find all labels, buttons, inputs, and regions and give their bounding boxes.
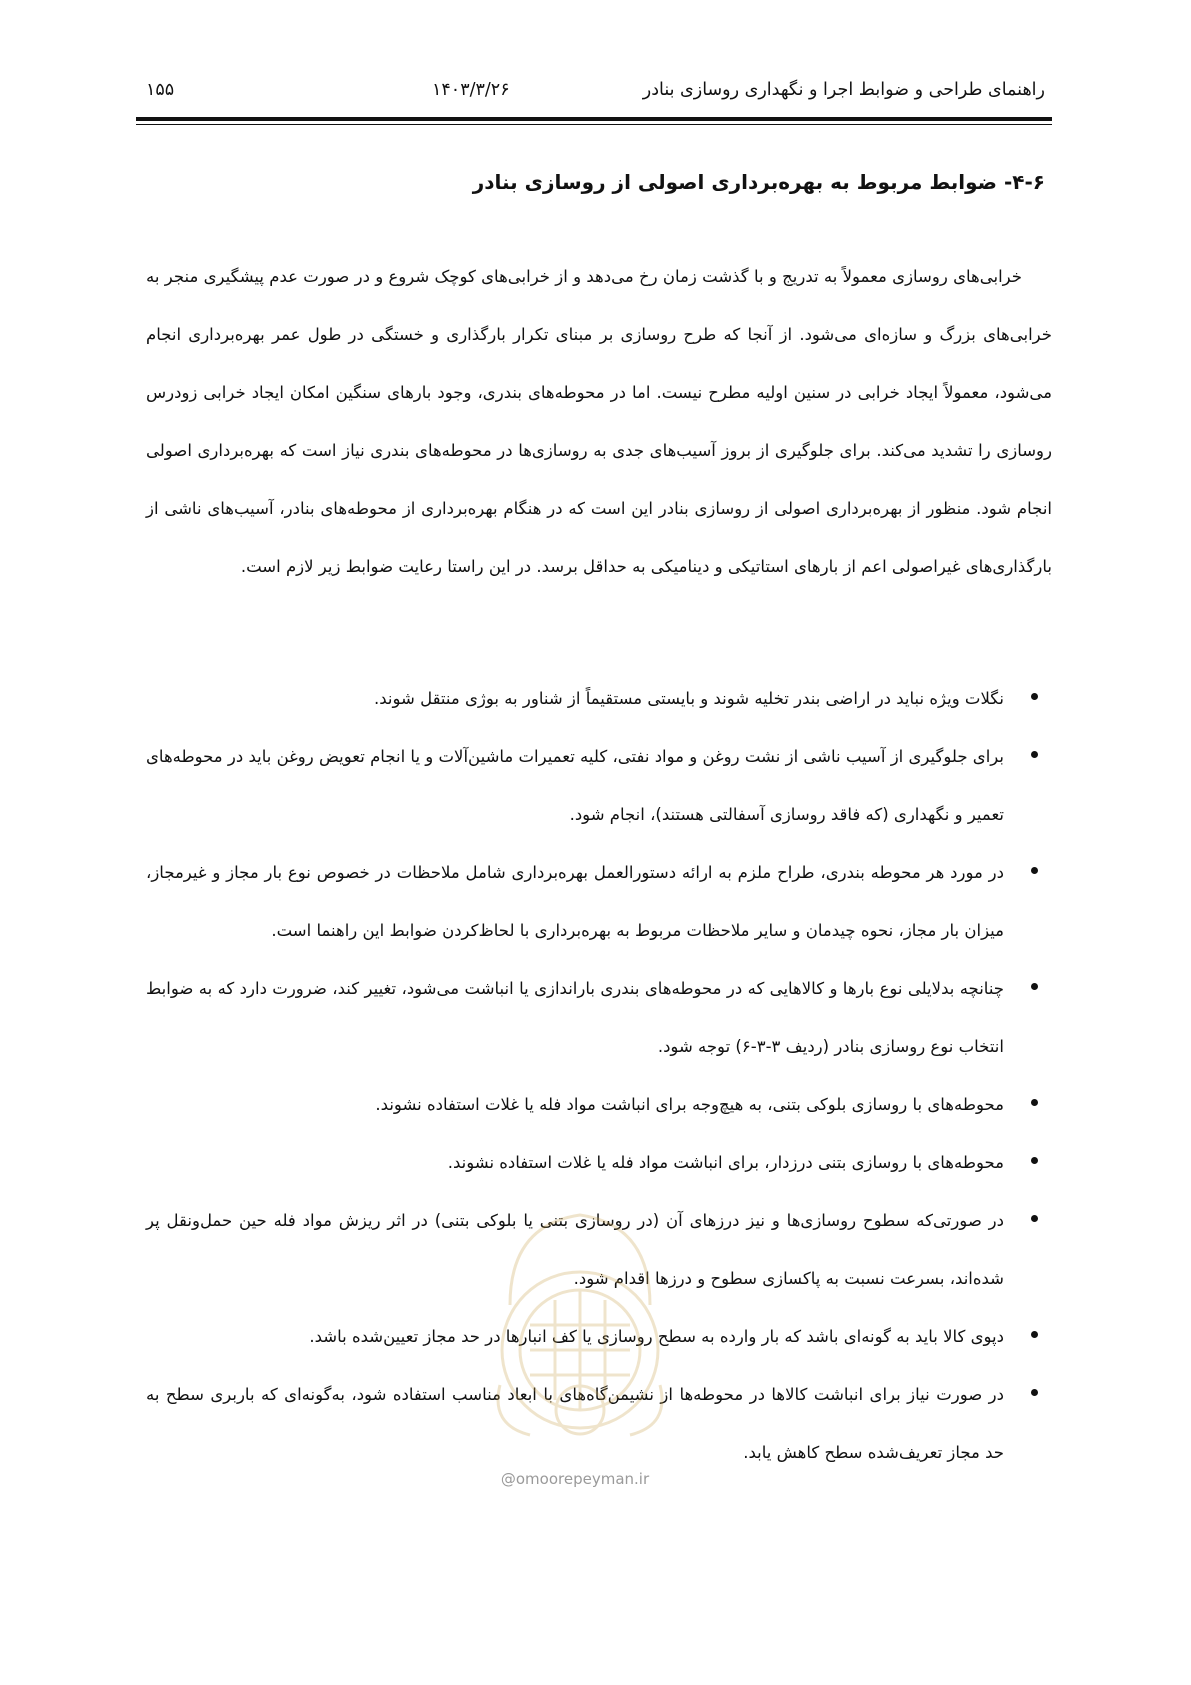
- watermark-site: @omoorepeyman.ir: [500, 1470, 650, 1488]
- page-number: ۱۵۵: [146, 80, 175, 100]
- list-item: [146, 1134, 1052, 1192]
- list-item-text: در مورد هر محوطه بندری، طراح ملزم به ارائه دستورالعمل بهره‌برداری شامل ملاحظات در خصوص نوع بار مجاز و غیرمجاز، میزان بار مجاز، نحوه چیدمان و سایر ملاحظات مربوط به بهره‌برداری با لحاظ‌کردن ضوابط این راهنما است.: [146, 863, 1004, 940]
- list-item-text: برای جلوگیری از آسیب ناشی از نشت روغن و مواد نفتی، کلیه تعمیرات ماشین‌آلات و یا انجام تعویض روغن باید در محوطه‌های تعمیر و نگهداری (که فاقد روسازی آسفالتی هستند)، انجام شود.: [146, 747, 1004, 824]
- bullet-icon: [1031, 693, 1038, 700]
- list-item: [146, 1076, 1052, 1134]
- list-item-text: در صورتی‌که سطوح روسازی‌ها و نیز درزهای آن (در روسازی بتنی یا بلوکی بتنی) در اثر ریزش مواد فله حین حمل‌ونقل پر شده‌اند، بسرعت نسبت به پاکسازی سطوح و درزها اقدام شود.: [146, 1211, 1004, 1288]
- running-header-title: راهنمای طراحی و ضوابط اجرا و نگهداری روسازی بنادر: [642, 80, 1045, 100]
- header-rule-thin: [136, 124, 1052, 125]
- bullet-icon: [1031, 1099, 1038, 1106]
- bullet-icon: [1031, 751, 1038, 758]
- running-header-date: ۱۴۰۳/۳/۲۶: [432, 80, 510, 100]
- list-item: [146, 960, 1052, 1076]
- bullet-icon: [1031, 1331, 1038, 1338]
- list-item-text: دپوی کالا باید به گونه‌ای باشد که بار وارده به سطح روسازی یا کف انبارها در حد مجاز تعیین‌شده باشد.: [309, 1327, 1004, 1346]
- list-item-text: نگلات ویژه نباید در اراضی بندر تخلیه شوند و بایستی مستقیماً از شناور به بوژی منتقل شوند.: [373, 689, 1004, 708]
- list-item: [146, 670, 1052, 728]
- paragraph-text: خرابی‌های روسازی معمولاً به تدریج و با گذشت زمان رخ می‌دهد و از خرابی‌های کوچک شروع و در صورت عدم پیشگیری منجر به خرابی‌های بزرگ و سازه‌ای می‌شود. از آنجا که طرح روسازی بر مبنای تکرار بارگذاری و خستگی در طول عمر بهره‌برداری انجام می‌شود، معمولاً ایجاد خرابی در سنین اولیه مطرح نیست. اما در محوطه‌های بندری، وجود بارهای سنگین امکان ایجاد خرابی زودرس روسازی را تشدید می‌کند. برای جلوگیری از بروز آسیب‌های جدی به روسازی‌ها در محوطه‌های بندری نیاز است که بهره‌برداری اصولی انجام شود. منظور از بهره‌برداری اصولی از روسازی بنادر این است که در هنگام بهره‌برداری از محوطه‌های بنادر، آسیب‌های ناشی از بارگذاری‌های غیراصولی اعم از بارهای استاتیکی و دینامیکی به حداقل برسد. در این راستا رعایت ضوابط زیر لازم است.: [146, 267, 1052, 576]
- list-item: [146, 844, 1052, 960]
- list-item-text: در صورت نیاز برای انباشت کالاها در محوطه‌ها از نشیمن‌گاه‌های با ابعاد مناسب استفاده شود، به‌گونه‌ای که باربری سطح به حد مجاز تعریف‌شده سطح کاهش یابد.: [146, 1385, 1004, 1462]
- bullet-icon: [1031, 983, 1038, 990]
- watermark-logo-icon: [470, 1185, 690, 1455]
- bullet-icon: [1031, 867, 1038, 874]
- body-paragraph: [146, 248, 1052, 596]
- bullet-icon: [1031, 1215, 1038, 1222]
- section-heading: ۴-۶- ضوابط مربوط به بهره‌برداری اصولی از روسازی بنادر: [472, 170, 1045, 194]
- bullet-icon: [1031, 1157, 1038, 1164]
- list-item: [146, 728, 1052, 844]
- list-item-text: محوطه‌های با روسازی بتنی درزدار، برای انباشت مواد فله یا غلات استفاده نشوند.: [447, 1153, 1004, 1172]
- list-item-text: محوطه‌های با روسازی بلوکی بتنی، به هیچ‌وجه برای انباشت مواد فله یا غلات استفاده نشوند.: [375, 1095, 1004, 1114]
- bullet-icon: [1031, 1389, 1038, 1396]
- list-item-text: چنانچه بدلایلی نوع بارها و کالاهایی که در محوطه‌های بندری باراندازی یا انباشت می‌شود، تغییر کند، ضرورت دارد که به ضوابط انتخاب نوع روسازی بنادر (ردیف ۳-۳-۶) توجه شود.: [146, 979, 1004, 1056]
- header-rule-thick: [136, 117, 1052, 121]
